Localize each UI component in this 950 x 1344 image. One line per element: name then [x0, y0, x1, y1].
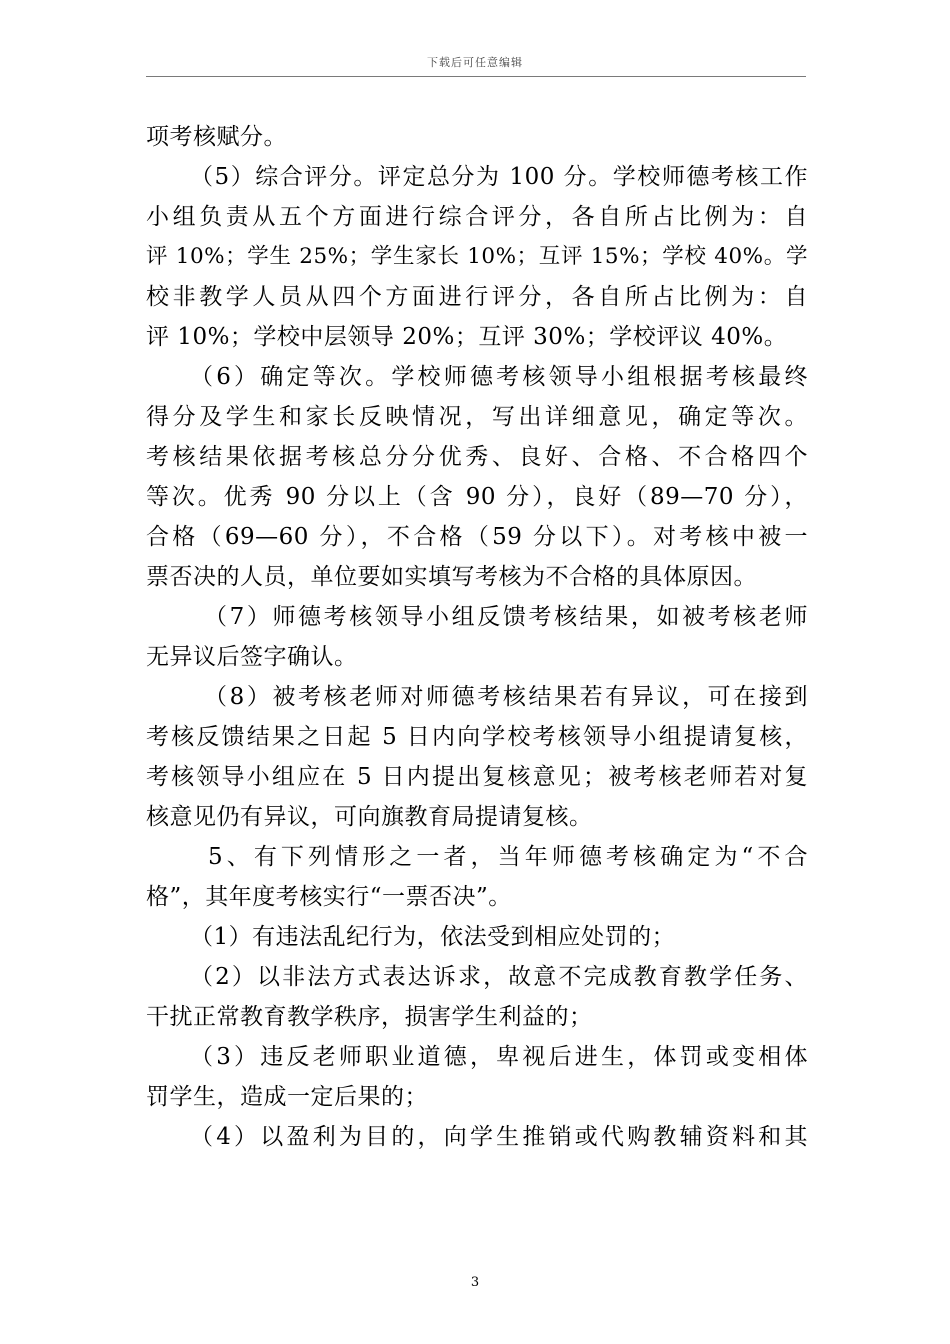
body-text — [146, 117, 808, 1157]
text-line: （4）以盈利为目的，向学生推销或代购教辅资料和其 — [190, 1124, 808, 1150]
text-line: （8）被考核老师对师德考核结果若有异议，可在接到 — [204, 684, 808, 710]
text-line: 考核反馈结果之日起 5 日内向学校考核领导小组提请复核， — [146, 724, 808, 750]
text-line: （5）综合评分。评定总分为 100 分。学校师德考核工作 — [190, 164, 808, 190]
text-line: （6）确定等次。学校师德考核领导小组根据考核最终 — [190, 364, 808, 390]
header-rule — [146, 76, 806, 77]
text-line: 评 10%；学校中层领导 20%；互评 30%；学校评议 40%。 — [146, 324, 788, 350]
page-number: 3 — [470, 1275, 480, 1290]
text-line: （3）违反老师职业道德，卑视后进生，体罚或变相体 — [190, 1044, 808, 1070]
text-line: （2）以非法方式表达诉求，故意不完成教育教学任务、 — [190, 964, 808, 990]
text-line: 合格（69—60 分），不合格（59 分以下）。对考核中被一 — [146, 524, 808, 550]
text-line: 无异议后签字确认。 — [146, 644, 358, 670]
text-line: 考核领导小组应在 5 日内提出复核意见；被考核老师若对复 — [146, 764, 808, 790]
text-line: 小组负责从五个方面进行综合评分，各自所占比例为：自 — [146, 204, 808, 230]
text-line: 考核结果依据考核总分分优秀、良好、合格、不合格四个 — [146, 444, 808, 470]
text-line: 得分及学生和家长反映情况，写出详细意见，确定等次。 — [146, 404, 808, 430]
text-line: 票否决的人员，单位要如实填写考核为不合格的具体原因。 — [146, 564, 757, 590]
text-line: 5、有下列情形之一者，当年师德考核确定为“不合 — [208, 844, 808, 870]
text-line: （1）有违法乱纪行为，依法受到相应处罚的； — [190, 924, 676, 950]
text-line: 格”，其年度考核实行“一票否决”。 — [146, 884, 512, 910]
text-line: 罚学生，造成一定后果的； — [146, 1084, 428, 1110]
text-line: 干扰正常教育教学秩序，损害学生利益的； — [146, 1004, 593, 1030]
text-line: 评 10%；学生 25%；学生家长 10%；互评 15%；学校 40%。学 — [146, 244, 808, 269]
text-line: （7）师德考核领导小组反馈考核结果，如被考核老师 — [204, 604, 808, 630]
text-line: 校非教学人员从四个方面进行评分，各自所占比例为：自 — [146, 284, 808, 310]
text-line: 等次。优秀 90 分以上（含 90 分），良好（89—70 分）， — [146, 484, 808, 510]
text-line: 核意见仍有异议，可向旗教育局提请复核。 — [146, 804, 593, 830]
page-header: 下载后可任意编辑 — [427, 56, 523, 69]
text-line: 项考核赋分。 — [146, 124, 287, 150]
